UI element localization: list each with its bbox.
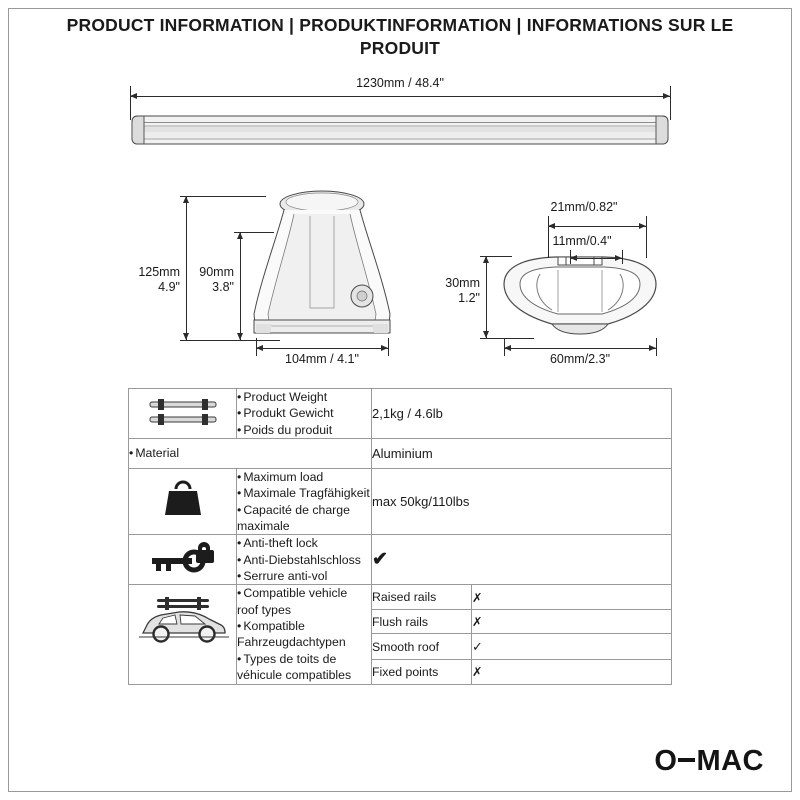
- label-line: • Serrure anti-vol: [237, 568, 371, 584]
- cell-label-anti-theft-lock: [237, 535, 372, 585]
- dim-line-foot-width: [256, 348, 388, 349]
- arrow-left-foot-width: [256, 345, 263, 351]
- arrow-right-bar-length: [663, 93, 670, 99]
- cell-value-anti-theft-lock: ✔: [372, 535, 672, 585]
- cell-icon-product-weight: [129, 389, 237, 439]
- arrow-left-bar-length: [130, 93, 137, 99]
- foot-front-view: [232, 188, 412, 343]
- label-line: • Maximum load: [237, 469, 371, 485]
- car-with-rack-icon: [135, 591, 231, 647]
- dim-line-bar-length: [130, 96, 670, 97]
- roof-type-name-flush-rails: Flush rails: [372, 609, 472, 633]
- cell-icon-roof-types: [129, 585, 237, 684]
- brand-logo: [654, 745, 764, 778]
- label-line: • Poids du produit: [237, 422, 371, 438]
- label-line: • Anti-Diebstahlschloss: [237, 552, 371, 568]
- table-row: [129, 389, 672, 439]
- dim-line-profile-width: [504, 348, 656, 349]
- ext-line-foot-top-outer: [180, 196, 266, 197]
- label-line: • Compatible vehicle roof types: [237, 585, 371, 618]
- label-line: • Product Weight: [237, 389, 371, 405]
- arrow-down-profile-height: [483, 331, 489, 338]
- dim-line-profile-top-width: [548, 226, 646, 227]
- dim-profile-top-width: 21mm/0.82": [550, 200, 618, 214]
- label-line: • Capacité de charge maximale: [237, 502, 371, 535]
- specification-table: [128, 388, 672, 685]
- table-row: [129, 585, 672, 609]
- table-row: [129, 535, 672, 585]
- roof-type-name-raised-rails: Raised rails: [372, 585, 472, 609]
- roof-type-name-smooth-roof: Smooth roof: [372, 634, 472, 660]
- ext-line-profile-height-bottom: [480, 338, 534, 339]
- ext-line-foot-bottom-outer: [180, 340, 280, 341]
- dim-profile-slot-width: 11mm/0.4": [552, 234, 612, 248]
- dim-foot-height-outer-line1: 125mm: [138, 265, 180, 279]
- arrow-left-profile-slot-width: [570, 255, 577, 261]
- arrow-right-profile-width: [649, 345, 656, 351]
- cell-value-material: Aluminium: [372, 439, 672, 469]
- page-title: PRODUCT INFORMATION | PRODUKTINFORMATION | INFORMATIONS SUR LE PRODUIT: [66, 15, 734, 59]
- dim-foot-width: 104mm / 4.1": [285, 352, 359, 366]
- arrow-down-foot-height-outer: [183, 333, 189, 340]
- crossbars-icon: [146, 394, 220, 430]
- table-row: [129, 439, 672, 469]
- arrow-left-profile-top-width: [548, 223, 555, 229]
- dim-bar-length: 1230mm / 48.4": [356, 76, 444, 90]
- ext-line-profile-width-left: [504, 338, 505, 356]
- cell-icon-anti-theft-lock: [129, 535, 237, 585]
- logo-dash: [678, 758, 695, 762]
- arrow-up-profile-height: [483, 256, 489, 263]
- ext-line-foot-top-inner: [234, 232, 274, 233]
- logo-text-right: MAC: [696, 745, 764, 777]
- cell-label-material: [129, 439, 372, 469]
- dim-profile-height-line1: 30mm: [445, 276, 480, 290]
- arrow-up-foot-height-inner: [237, 232, 243, 239]
- dim-line-profile-height: [486, 256, 487, 338]
- label-line: • Produkt Gewicht: [237, 405, 371, 421]
- label-line: • Material: [129, 445, 371, 461]
- arrow-left-profile-width: [504, 345, 511, 351]
- arrow-up-foot-height-outer: [183, 196, 189, 203]
- lock-icon: [146, 538, 220, 578]
- arrow-down-foot-height-inner: [237, 333, 243, 340]
- crossbar-side-view: [128, 108, 672, 152]
- ext-line-profile-slot-left: [570, 250, 571, 264]
- dim-foot-height-inner-line1: 90mm: [199, 265, 234, 279]
- arrow-right-profile-top-width: [639, 223, 646, 229]
- roof-type-mark-raised-rails: ✗: [472, 585, 672, 609]
- logo-text-left: O: [654, 745, 678, 777]
- label-line: • Kompatible Fahrzeugdachtypen: [237, 618, 371, 651]
- roof-type-mark-flush-rails: ✗: [472, 609, 672, 633]
- label-line: • Anti-theft lock: [237, 535, 371, 551]
- dim-profile-width: 60mm/2.3": [549, 352, 611, 366]
- weight-icon: [162, 480, 204, 520]
- table-row: [129, 469, 672, 535]
- cell-value-max-load: max 50kg/110lbs: [372, 469, 672, 535]
- ext-line-profile-slot-right: [622, 250, 623, 264]
- cell-label-product-weight: [237, 389, 372, 439]
- cell-icon-max-load: [129, 469, 237, 535]
- dim-foot-height-outer-line2: 4.9": [158, 280, 180, 294]
- profile-cross-section: [496, 250, 664, 342]
- dim-line-foot-height-inner: [240, 232, 241, 340]
- arrow-right-foot-width: [381, 345, 388, 351]
- label-line: • Types de toits de véhicule compatibles: [237, 651, 371, 684]
- roof-type-mark-smooth-roof: ✓: [472, 634, 672, 660]
- cell-value-product-weight: 2,1kg / 4.6lb: [372, 389, 672, 439]
- dim-foot-height-inner-line2: 3.8": [212, 280, 234, 294]
- ext-line-profile-height-top: [480, 256, 512, 257]
- arrow-right-profile-slot-width: [615, 255, 622, 261]
- cell-label-roof-types: [237, 585, 372, 684]
- ext-line-profile-width-right: [656, 338, 657, 356]
- roof-type-name-fixed-points: Fixed points: [372, 660, 472, 684]
- roof-type-mark-fixed-points: ✗: [472, 660, 672, 684]
- label-line: • Maximale Tragfähigkeit: [237, 485, 371, 501]
- dim-profile-height-line2: 1.2": [458, 291, 480, 305]
- cell-label-max-load: [237, 469, 372, 535]
